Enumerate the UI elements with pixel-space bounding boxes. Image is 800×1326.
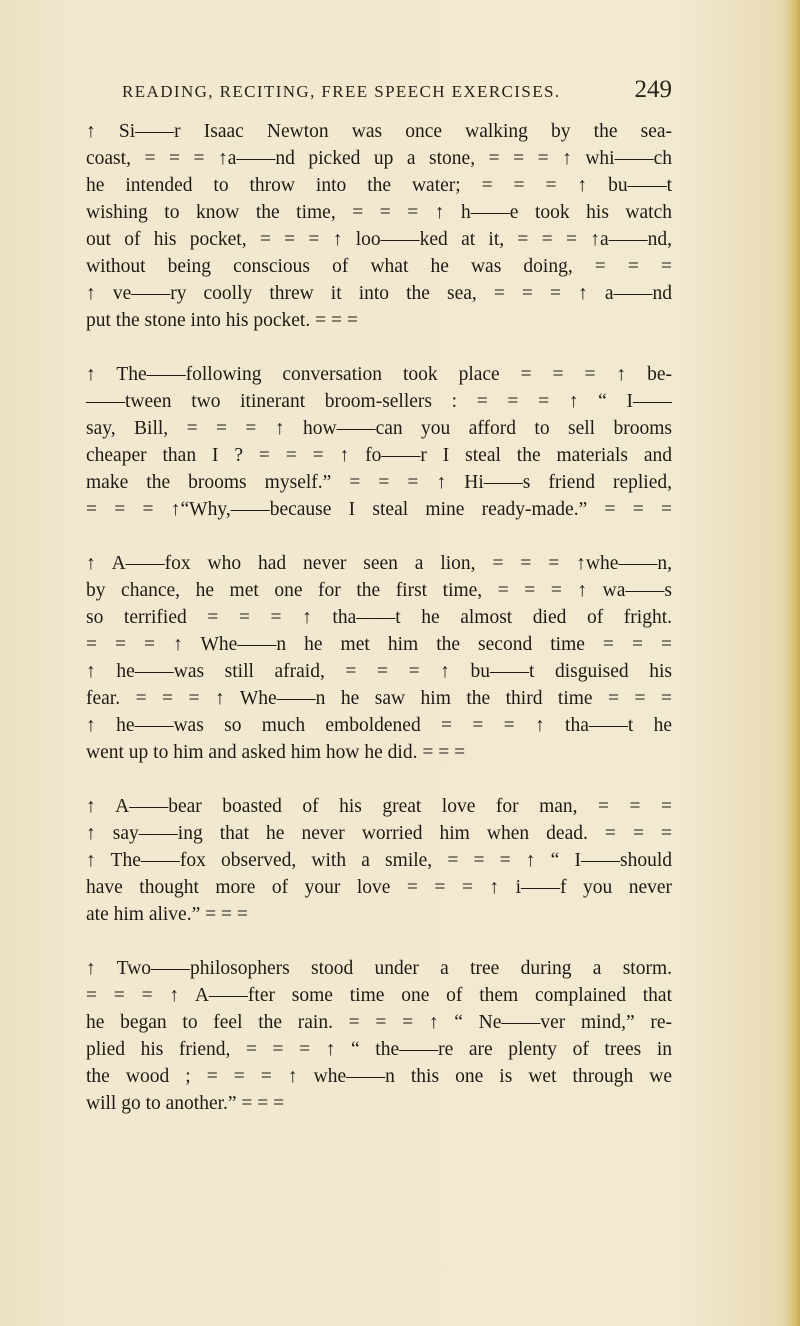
text-line: have thought more of your love = = = ↑ i——f you never: [86, 877, 672, 898]
text-line: fear. = = = ↑ Whe——n he saw him the third time = = =: [86, 688, 672, 709]
text-line: the wood ; = = = ↑ whe——n this one is wet through we: [86, 1066, 672, 1087]
text-line: ↑ ve——ry coolly threw it into the sea, = = = ↑ a——nd: [86, 283, 672, 304]
paragraph-newton: [86, 118, 672, 334]
text-line: make the brooms myself.” = = = ↑ Hi——s friend replied,: [86, 472, 672, 493]
text-line: ↑ Si——r Isaac Newton was once walking by the sea-: [86, 121, 672, 142]
text-line: = = = ↑ Whe——n he met him the second time = = =: [86, 634, 672, 655]
text-line: he intended to throw into the water; = = = ↑ bu——t: [86, 175, 672, 196]
page-body: [86, 118, 672, 1144]
text-line: will go to another.” = = =: [86, 1093, 285, 1114]
text-line: say, Bill, = = = ↑ how——can you afford to sell brooms: [86, 418, 672, 439]
text-line: put the stone into his pocket. = = =: [86, 310, 358, 331]
text-line: cheaper than I ? = = = ↑ fo——r I steal the materials and: [86, 445, 672, 466]
running-head: READING, RECITING, FREE SPEECH EXERCISES.: [122, 82, 561, 101]
text-line: ——tween two itinerant broom-sellers : = = = ↑ “ I——: [86, 391, 672, 412]
paragraph-philosophers: [86, 955, 672, 1117]
text-line: ↑ Two——philosophers stood under a tree during a storm.: [86, 958, 672, 979]
text-line: = = = ↑ A——fter some time one of them complained that: [86, 985, 672, 1006]
text-line: = = = ↑“Why,——because I steal mine ready-made.” = = =: [86, 499, 672, 520]
paragraph-fox-and-lion: [86, 550, 672, 766]
text-line: ↑ The——following conversation took place = = = ↑ be-: [86, 364, 672, 385]
text-line: so terrified = = = ↑ tha——t he almost died of fright.: [86, 607, 672, 628]
text-line: ate him alive.” = = =: [86, 904, 248, 925]
text-line: coast, = = = ↑a——nd picked up a stone, = = = ↑ whi——ch: [86, 148, 672, 169]
text-line: ↑ he——was still afraid, = = = ↑ bu——t disguised his: [86, 661, 672, 682]
text-line: by chance, he met one for the first time, = = = ↑ wa——s: [86, 580, 672, 601]
page-edge: [786, 0, 800, 1326]
page-header: [122, 76, 672, 104]
text-line: plied his friend, = = = ↑ “ the——re are plenty of trees in: [86, 1039, 672, 1060]
text-line: ↑ A——fox who had never seen a lion, = = = ↑whe——n,: [86, 553, 672, 574]
paragraph-broom-sellers: [86, 361, 672, 523]
text-line: he began to feel the rain. = = = ↑ “ Ne——ver mind,” re-: [86, 1012, 672, 1033]
text-line: ↑ The——fox observed, with a smile, = = = ↑ “ I——should: [86, 850, 672, 871]
text-line: ↑ A——bear boasted of his great love for man, = = =: [86, 796, 672, 817]
text-line: without being conscious of what he was doing, = = =: [86, 256, 672, 277]
page-number: 249: [634, 76, 672, 103]
text-line: ↑ say——ing that he never worried him when dead. = = =: [86, 823, 672, 844]
text-line: out of his pocket, = = = ↑ loo——ked at it, = = = ↑a——nd,: [86, 229, 672, 250]
text-line: wishing to know the time, = = = ↑ h——e took his watch: [86, 202, 672, 223]
text-line: went up to him and asked him how he did. = = =: [86, 742, 466, 763]
paragraph-bear-and-fox: [86, 793, 672, 928]
text-line: ↑ he——was so much emboldened = = = ↑ tha——t he: [86, 715, 672, 736]
